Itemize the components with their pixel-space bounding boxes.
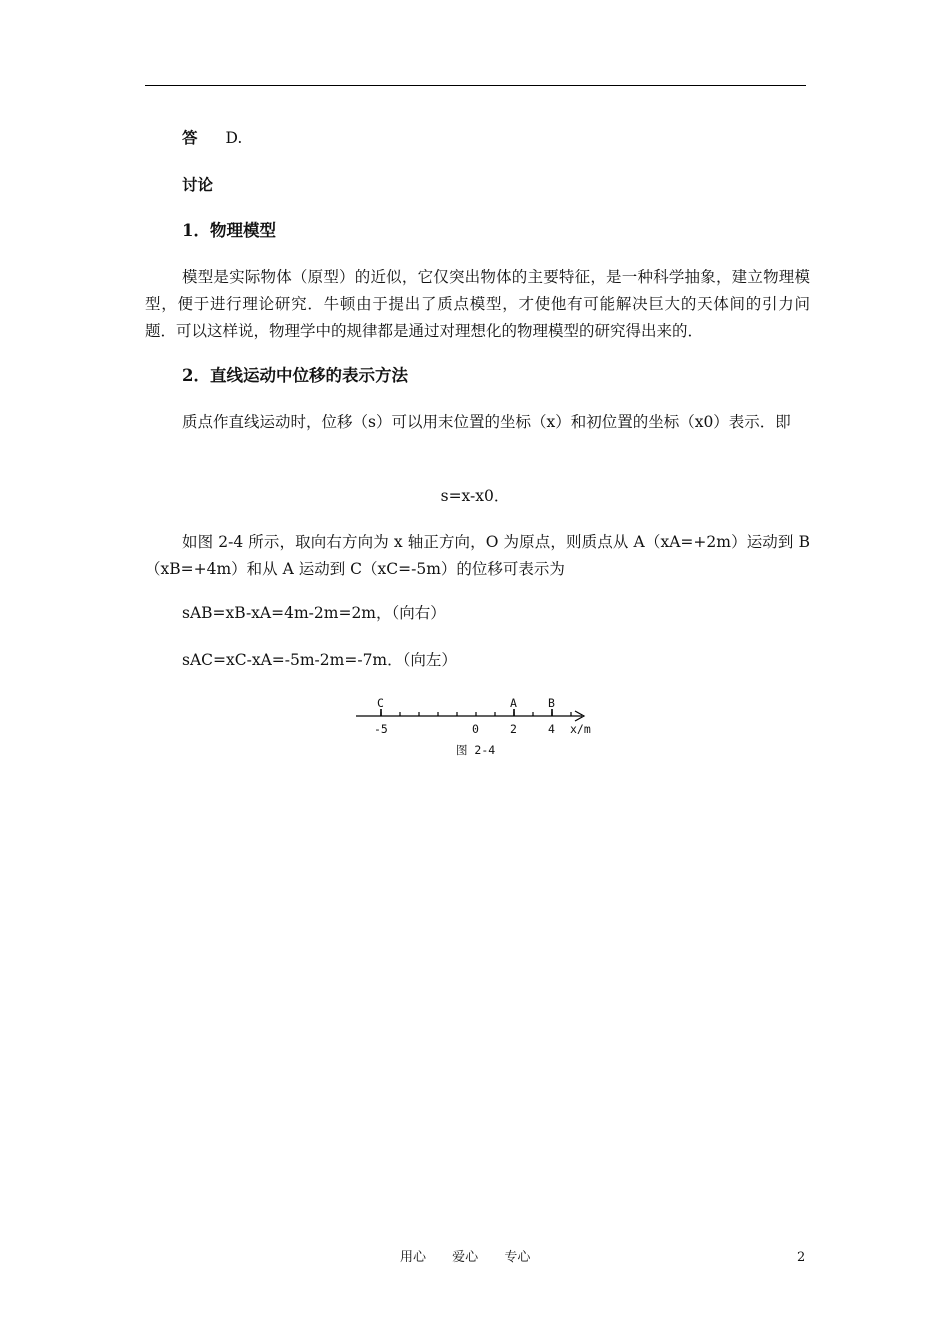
tick-label: 0 [472,722,479,736]
point-a-label: A [510,696,517,710]
tick-label: 2 [510,722,517,736]
footer-slogan-3: 专心 [504,1250,531,1265]
equation-ac: sAC=xC-xA=-5m-2m=-7m．（向左） [182,651,457,669]
section2-body: 质点作直线运动时，位移（s）可以用末位置的坐标（x）和初位置的坐标（x0）表示．即 [182,413,791,431]
axis-points [377,696,555,716]
figure-caption: 图 2-4 [456,743,496,757]
footer-slogan-1: 用心 [400,1250,427,1265]
equation-ab: sAB=xB-xA=4m-2m=2m，（向右） [182,604,446,622]
answer-label: 答 [182,128,198,147]
discussion-heading: 讨论 [182,175,214,194]
axis-tick-labels [374,722,555,736]
footer-slogan [400,1249,552,1267]
tick-label: 4 [548,722,555,736]
section1-body: 模型是实际物体（原型）的近似，它仅突出物体的主要特征，是一种科学抽象，建立物理模型，便于进行理论研究．牛顿由于提出了质点模型，才使他有可能解决巨大的天体间的引力问题．可以这样说，物理学中的规律都是通过对理想化的物理模型的研究得出来的． [145,268,810,340]
footer-slogan-2: 爱心 [452,1250,479,1265]
answer-value: D. [225,129,243,147]
section1-heading: 1．物理模型 [182,221,276,240]
figure-number-line [352,696,598,762]
point-b-label: B [548,696,555,710]
section2-heading: 2．直线运动中位移的表示方法 [182,366,408,385]
axis-label: x/m [570,722,591,736]
header-rule [145,85,806,86]
page-number: 2 [797,1250,806,1265]
tick-label: -5 [374,722,388,736]
answer-line [182,128,242,148]
displacement-formula: s=x-x0． [440,487,510,505]
section2-example: 如图 2-4 所示，取向右方向为 x 轴正方向，O 为原点，则质点从 A（xA=+2m）运动到 B（xB=+4m）和从 A 运动到 C（xC=-5m）的位移可表示为 [145,533,810,578]
point-c-label: C [377,696,384,710]
